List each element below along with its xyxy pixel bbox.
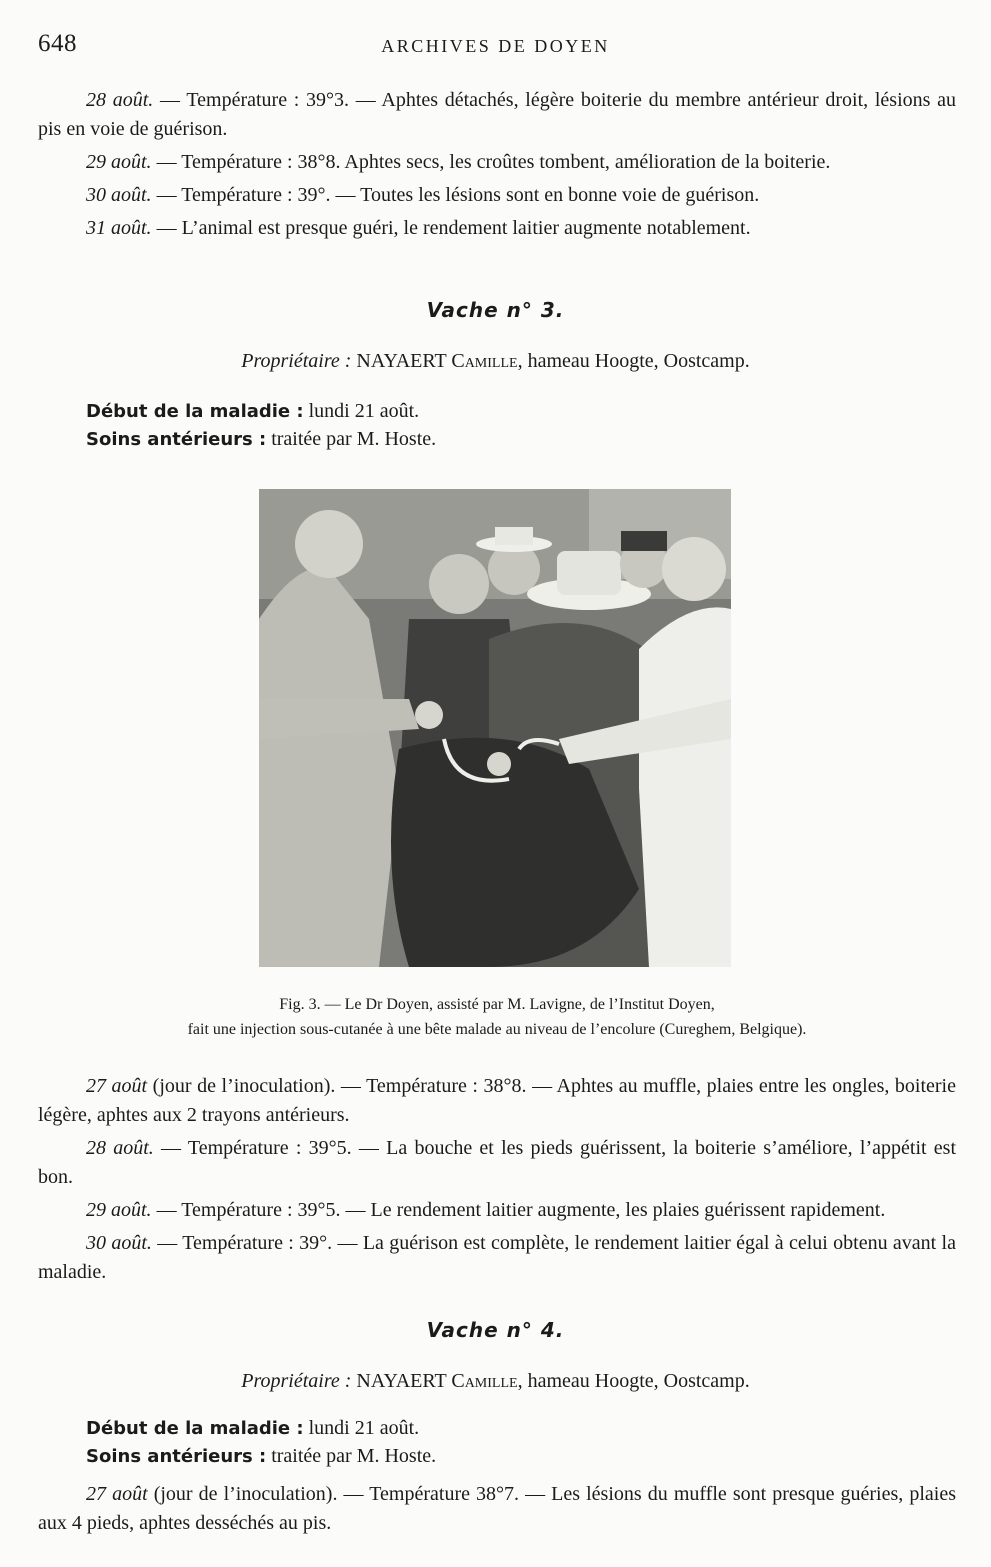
owner-place: , hameau Hoogte, Oostcamp. <box>517 350 750 372</box>
cow4-care <box>86 1442 436 1471</box>
figure-3-photograph <box>259 489 731 967</box>
entry-28-aout <box>38 1134 956 1192</box>
caption-line-2: fait une injection sous-cutanée à une bête malade au niveau de l’encolure (Cureghem, Belgique). <box>187 1021 807 1038</box>
owner-firstname: Camille <box>451 350 518 372</box>
owner-label: Propriétaire : <box>241 350 352 372</box>
running-head: ARCHIVES DE DOYEN <box>381 36 610 56</box>
onset-label: Début de la maladie : <box>86 1418 304 1439</box>
entry-30-aout <box>38 181 956 210</box>
entry-date: 28 août. <box>86 89 154 111</box>
entry-text: (jour de l’inoculation). — Température 38°7. — Les lésions du muffle sont presque guéries, plaies aux 4 pieds, aphtes desséchés au pis. <box>38 1483 956 1534</box>
entry-date: 31 août. <box>86 217 152 239</box>
owner-firstname: Camille <box>451 1370 518 1392</box>
entry-date: 29 août. <box>86 1199 152 1221</box>
care-label: Soins antérieurs : <box>86 429 267 450</box>
owner-label: Propriétaire : <box>241 1370 352 1392</box>
care-value: traitée par M. Hoste. <box>266 428 437 450</box>
page-header <box>38 30 953 64</box>
photo-illustration <box>259 489 731 967</box>
cow3-heading: Vache n° 3. <box>426 298 565 322</box>
entry-date: 30 août. <box>86 184 152 206</box>
owner-surname: NAYAERT <box>356 1370 447 1392</box>
caption-line-1: Fig. 3. — Le Dr Doyen, assisté par M. Lavigne, de l’Institut Doyen, <box>279 996 715 1013</box>
owner-surname: NAYAERT <box>356 350 447 372</box>
figure-caption <box>38 992 956 1042</box>
entry-date: 30 août. <box>86 1232 152 1254</box>
entries-top <box>38 86 956 247</box>
entries-bottom <box>38 1480 956 1542</box>
entry-date: 29 août. <box>86 151 152 173</box>
entries-mid <box>38 1072 956 1291</box>
onset-value: lundi 21 août. <box>303 1417 420 1439</box>
entry-text: (jour de l’inoculation). — Température : 38°8. — Aphtes au muffle, plaies entre les ongles, boiterie légère, aphtes aux 2 trayons antérieurs. <box>38 1075 956 1126</box>
entry-30-aout <box>38 1229 956 1287</box>
page-number: 648 <box>38 30 77 57</box>
cow4-onset <box>86 1414 419 1443</box>
entry-date: 28 août. <box>86 1137 154 1159</box>
entry-31-aout <box>38 214 956 243</box>
entry-text: — Température : 38°8. Aphtes secs, les croûtes tombent, amélioration de la boiterie. <box>151 151 831 173</box>
entry-text: — Température : 39°. — Toutes les lésions sont en bonne voie de guérison. <box>151 184 760 206</box>
owner-place: , hameau Hoogte, Oostcamp. <box>517 1370 750 1392</box>
care-value: traitée par M. Hoste. <box>266 1445 437 1467</box>
cow3-onset <box>86 397 419 426</box>
cow4-owner <box>0 1370 991 1393</box>
entry-date: 27 août <box>86 1483 148 1505</box>
onset-label: Début de la maladie : <box>86 401 304 422</box>
entry-27-aout <box>38 1480 956 1538</box>
entry-29-aout <box>38 148 956 177</box>
entry-28-aout <box>38 86 956 144</box>
entry-text: — L’animal est presque guéri, le rendement laitier augmente notablement. <box>151 217 751 239</box>
cow4-heading: Vache n° 4. <box>426 1318 565 1342</box>
cow3-care <box>86 425 436 454</box>
entry-27-aout <box>38 1072 956 1130</box>
entry-29-aout <box>38 1196 956 1225</box>
entry-text: — Température : 39°3. — Aphtes détachés, légère boiterie du membre antérieur droit, lésions au pis en voie de guérison. <box>38 89 956 140</box>
entry-text: — Température : 39°5. — La bouche et les pieds guérissent, la boiterie s’améliore, l’appétit est bon. <box>38 1137 957 1188</box>
entry-text: — Température : 39°5. — Le rendement laitier augmente, les plaies guérissent rapidement. <box>151 1199 886 1221</box>
care-label: Soins antérieurs : <box>86 1446 267 1467</box>
cow3-owner <box>0 350 991 373</box>
entry-text: — Température : 39°. — La guérison est complète, le rendement laitier égal à celui obtenu avant la maladie. <box>38 1232 956 1283</box>
onset-value: lundi 21 août. <box>303 400 420 422</box>
entry-date: 27 août <box>86 1075 148 1097</box>
